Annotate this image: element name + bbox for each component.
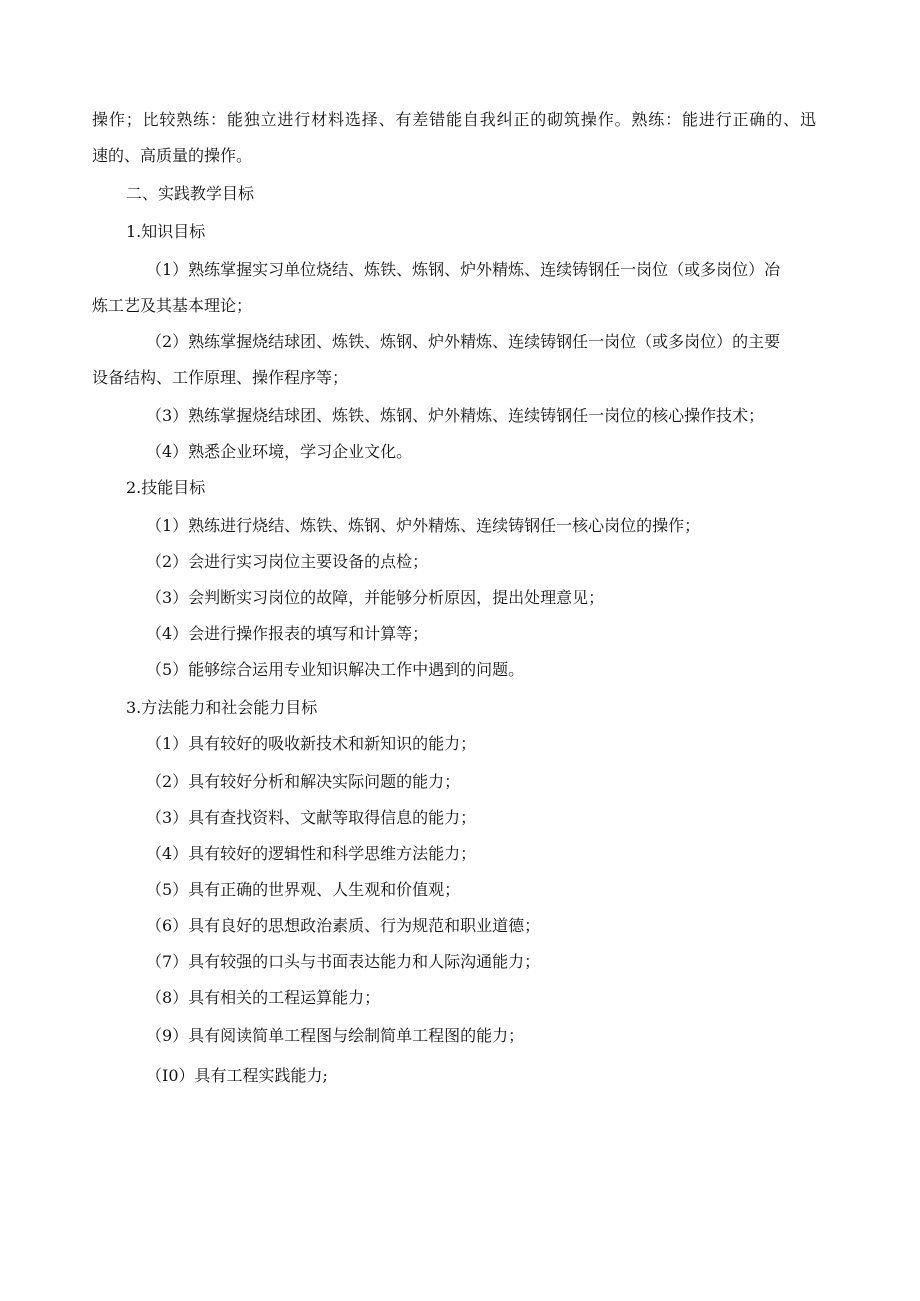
list-item-continuation: 炼工艺及其基本理论； [92,296,253,315]
list-item: （6）具有良好的思想政治素质、行为规范和职业道德； [146,916,541,935]
list-item: （3）会判断实习岗位的故障，并能够分析原因，提出处理意见； [146,588,605,607]
list-item: （I0）具有工程实践能力; [146,1066,328,1085]
list-item: （1）熟练掌握实习单位烧结、炼铁、炼钢、炉外精炼、连续铸钢任一岗位（或多岗位）冶 [146,260,781,279]
subsection-heading: 3.方法能力和社会能力目标 [126,698,318,717]
list-item: （9）具有阅读简单工程图与绘制简单工程图的能力； [146,1026,525,1045]
paragraph-line: 速的、高质量的操作。 [92,146,253,165]
list-item-continuation: 设备结构、工作原理、操作程序等； [92,368,349,387]
list-item: （5）具有正确的世界观、人生观和价值观； [146,880,461,899]
list-item: （4）会进行操作报表的填写和计算等； [146,624,429,643]
list-item: （1）熟练进行烧结、炼铁、炼钢、炉外精炼、连续铸钢任一核心岗位的操作； [146,516,701,535]
list-item: （7）具有较强的口头与书面表达能力和人际沟通能力； [146,952,541,971]
list-item: （2）具有较好分析和解决实际问题的能力； [146,772,461,791]
subsection-heading: 2.技能目标 [126,478,206,497]
list-item: （5）能够综合运用专业知识解决工作中遇到的问题。 [146,660,525,679]
list-item: （4）熟悉企业环境，学习企业文化。 [146,442,413,461]
list-item: （1）具有较好的吸收新技术和新知识的能力； [146,734,477,753]
section-heading: 二、实践教学目标 [126,184,255,203]
list-item: （4）具有较好的逻辑性和科学思维方法能力； [146,844,477,863]
list-item: （3）熟练掌握烧结球团、炼铁、炼钢、炉外精炼、连续铸钢任一岗位的核心操作技术； [146,406,765,425]
list-item: （2）会进行实习岗位主要设备的点检； [146,552,429,571]
list-item: （3）具有查找资料、文献等取得信息的能力； [146,808,477,827]
paragraph-line: 操作；比较熟练：能独立进行材料选择、有差错能自我纠正的砌筑操作。熟练：能进行正确的、迅 [92,110,816,129]
subsection-heading: 1.知识目标 [126,222,206,241]
list-item: （8）具有相关的工程运算能力； [146,988,381,1007]
list-item: （2）熟练掌握烧结球团、炼铁、炼钢、炉外精炼、连续铸钢任一岗位（或多岗位）的主要 [146,332,781,351]
